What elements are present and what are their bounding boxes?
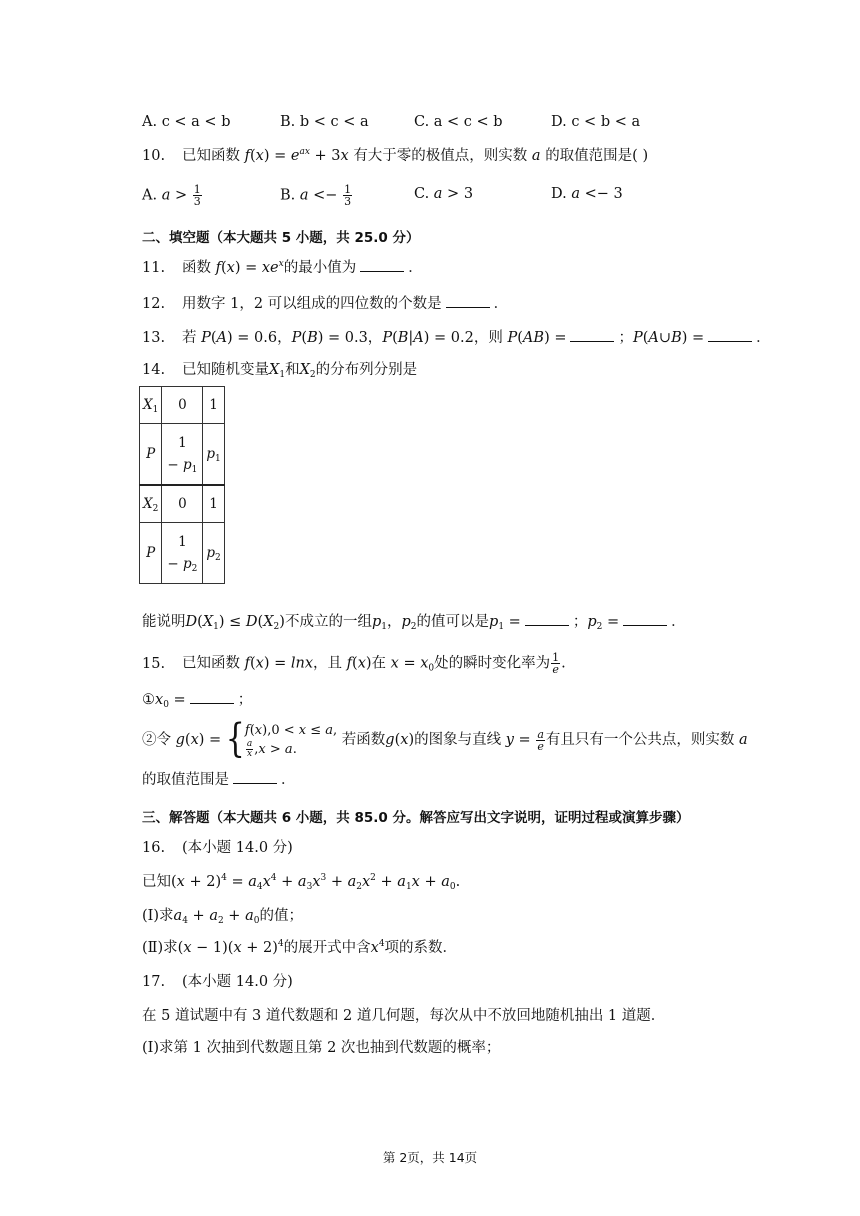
table-cell: 1 — [203, 485, 224, 523]
table-cell: 1 — [203, 387, 224, 424]
table-cell: 1 − $p_2$ — [162, 523, 203, 584]
q9-option-c: C. a < c < b — [414, 114, 503, 130]
table-cell: $X_2$ — [140, 485, 162, 523]
q10-option-b: B. a <− $\frac{1}{3}$ — [280, 183, 352, 208]
question-17: 17. (本小题 14.0 分) — [142, 974, 293, 990]
question-15-part-1: $①x_0$ = ； — [142, 692, 253, 710]
table-cell: $p_2$ — [203, 523, 224, 584]
section-solutions: 三、解答题（本大题共 6 小题，共 85.0 分。解答应写出文字说明，证明过程或演算步骤） — [142, 810, 690, 826]
table-cell: 0 — [162, 485, 203, 523]
answer-blank — [525, 613, 569, 626]
section-fill-in: 二、填空题（本大题共 5 小题，共 25.0 分） — [142, 230, 420, 246]
q10-option-a: A. a > $\frac{1}{3}$ — [142, 183, 201, 208]
answer-blank — [233, 771, 277, 784]
table-cell: 0 — [162, 387, 203, 424]
table-cell: $p_1$ — [203, 424, 224, 486]
q9-option-d: D. c < b < a — [551, 114, 641, 130]
question-14-line-2: 能说明$D(X_1) \le D(X_2)$不成立的一组$p_1$，$p_2$的值可以是$p_1$ = ；$p_2$ = ． — [142, 614, 686, 632]
table-cell: P — [140, 424, 162, 486]
answer-blank — [360, 259, 404, 272]
q9-option-b: B. b < c < a — [280, 114, 369, 130]
question-16-part-2: (Ⅱ)求$(x - 1)(x + 2)^4$的展开式中含$x^4$项的系数． — [142, 939, 458, 956]
table-cell: P — [140, 523, 162, 584]
answer-blank — [190, 691, 234, 704]
question-17-text: 在 5 道试题中有 3 道代数题和 2 道几何题，每次从中不放回地随机抽出 1 道题． — [142, 1008, 666, 1024]
question-16-part-1: (Ⅰ)求$a_4 + a_2 + a_0$的值； — [142, 908, 303, 926]
question-13: 13. 若 P(A) = 0.6，P(B) = 0.3，P(B|A) = 0.2，则 P(AB) = ；P(A∪B) = ． — [142, 330, 771, 346]
question-15: 15. 已知函数 f(x) = lnx，且 f(x)在 $x = x_0$处的瞬时变化率为 $\frac{1}{e}$ . — [142, 651, 566, 676]
question-12: 12. 用数字 1，2 可以组成的四位数的个数是 ． — [142, 296, 509, 312]
page-footer: 第 2页，共 14页 — [382, 1150, 478, 1165]
answer-blank — [446, 295, 490, 308]
q10-option-c: C. a > 3 — [414, 186, 474, 202]
q9-option-a: A. c < a < b — [142, 114, 231, 130]
table-cell: 1 − $p_1$ — [162, 424, 203, 486]
question-17-part-1: (Ⅰ)求第 1 次抽到代数题且第 2 次也抽到代数题的概率； — [142, 1040, 501, 1056]
question-16-given: 已知$(x + 2)^4 = a_4x^4 + a_3x^3 + a_2x^2 + a_1x + a_0$. — [142, 873, 461, 892]
answer-blank — [623, 613, 667, 626]
question-10: 10. 已知函数 $f(x) = e^{ax} + 3x$ 有大于零的极值点，则实数 a 的取值范围是( ) — [142, 147, 649, 164]
q10-option-d: D. a <− 3 — [551, 186, 623, 202]
answer-blank — [570, 329, 614, 342]
table-cell: $X_1$ — [140, 387, 162, 424]
question-14: 14. 已知随机变量$X_1$和$X_2$的分布列分别是 — [142, 362, 418, 380]
question-15-part-2: ②令 g(x) = {f(x),0 < x ≤ a, $\frac{a}{x}$ ,x > a. 若函数g(x)的图象与直线 y = $\frac{a}{e}$ 有且只有一个公共点，则实数 a — [142, 716, 748, 763]
answer-blank — [708, 329, 752, 342]
question-16: 16. (本小题 14.0 分) — [142, 840, 293, 856]
question-11: 11. 函数 $f(x) = xe^x$的最小值为 ． — [142, 259, 423, 276]
distribution-table — [139, 386, 225, 584]
question-15-line-3: 的取值范围是 ． — [142, 772, 296, 788]
